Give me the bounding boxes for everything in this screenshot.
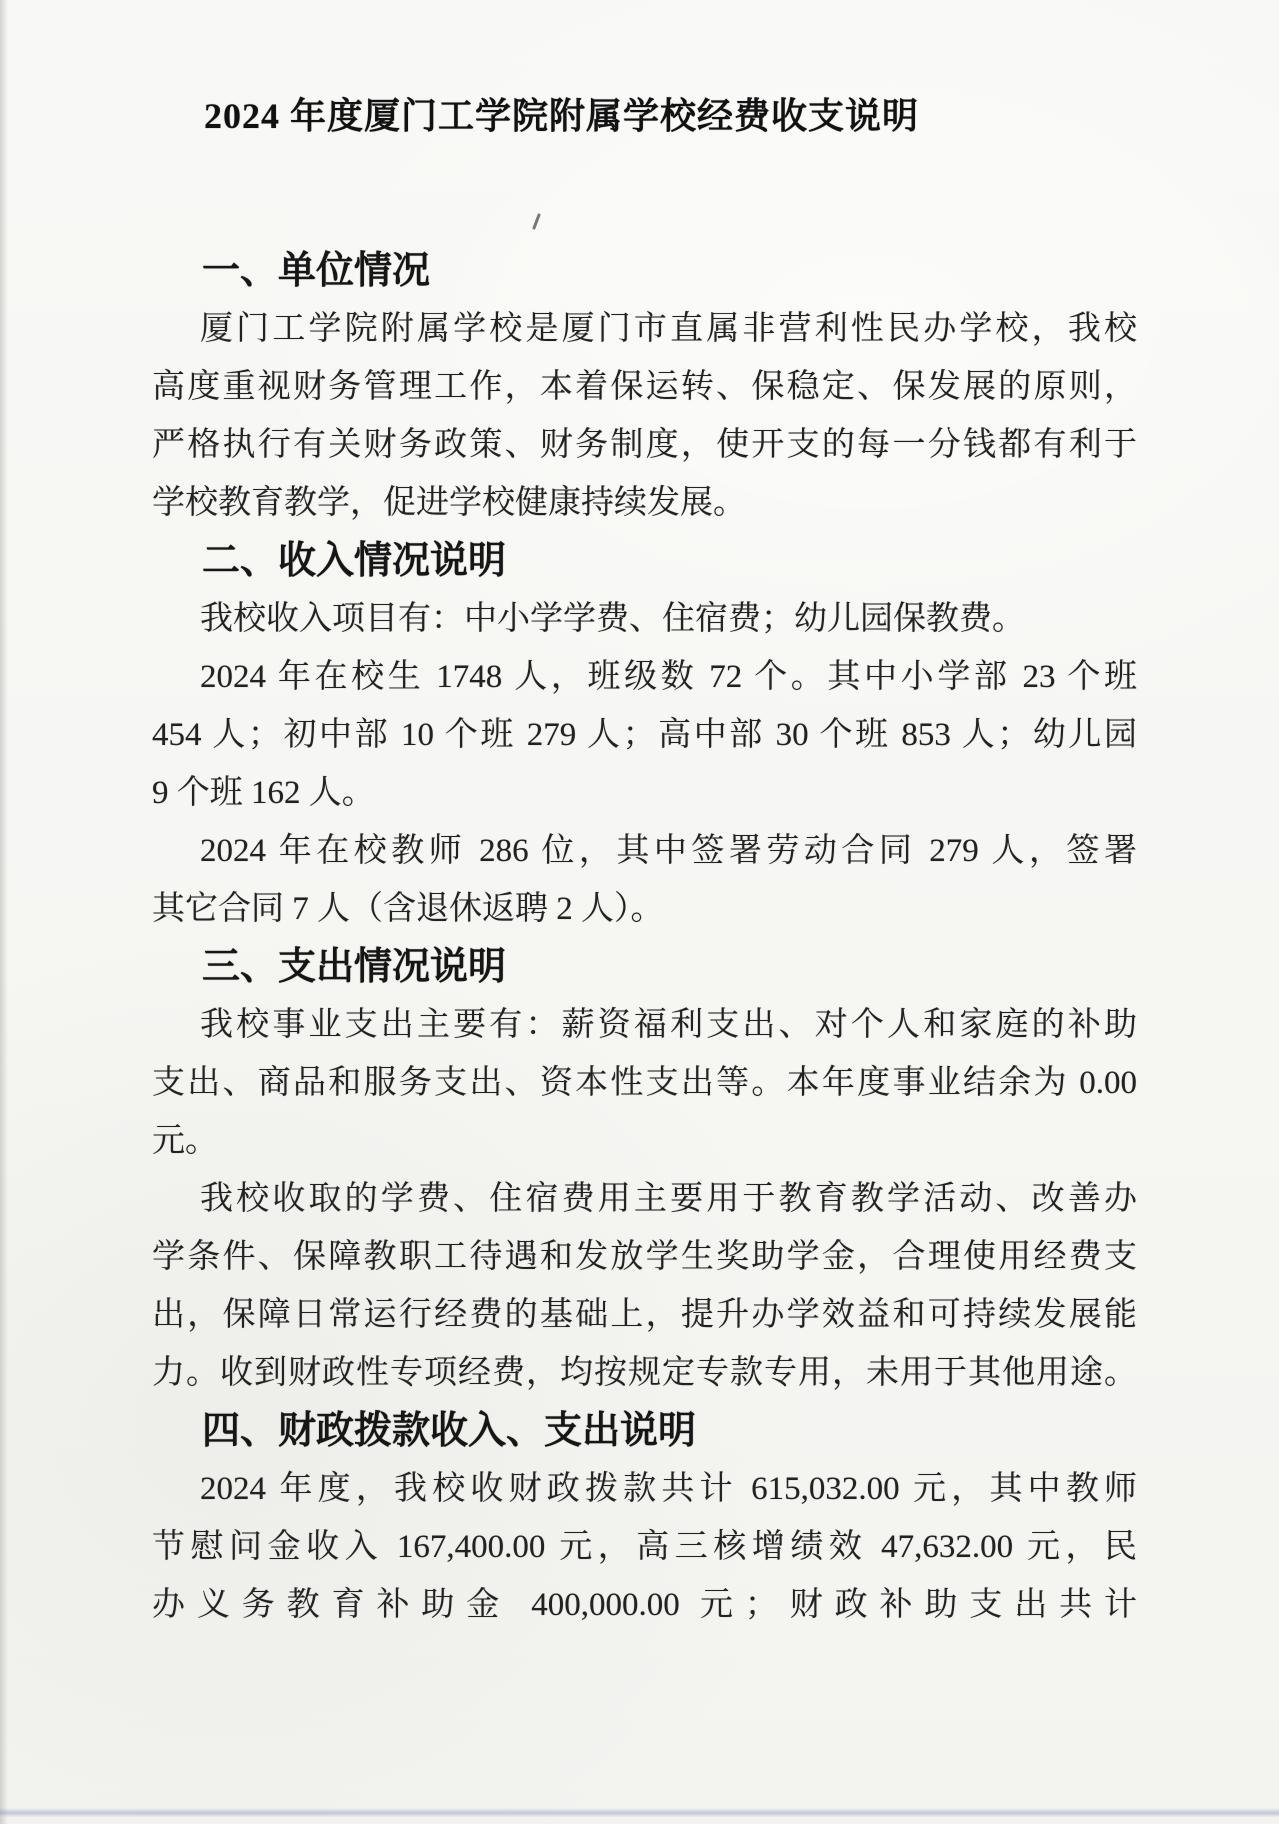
text-line: 支出、商品和服务支出、资本性支出等。本年度事业结余为 0.00	[152, 1065, 1137, 1101]
text-line: 其它合同 7 人（含退休返聘 2 人）。	[152, 891, 664, 927]
text-line: 我校收取的学费、住宿费用主要用于教育教学活动、改善办	[200, 1181, 1137, 1217]
text-line: 节慰问金收入 167,400.00 元，高三核增绩效 47,632.00 元，民	[152, 1529, 1137, 1565]
section-heading: 一、单位情况	[202, 250, 431, 292]
text-line: 9 个班 162 人。	[152, 775, 375, 811]
section-heading: 二、收入情况说明	[202, 540, 507, 582]
text-line: 严格执行有关财务政策、财务制度，使开支的每一分钱都有利于	[152, 427, 1137, 463]
text-line: 力。收到财政性专项经费，均按规定专款专用，未用于其他用途。	[152, 1355, 1137, 1391]
section-heading: 三、支出情况说明	[202, 946, 507, 988]
text-line: 厦门工学院附属学校是厦门市直属非营利性民办学校，我校	[200, 311, 1137, 347]
text-line: 高度重视财务管理工作，本着保运转、保稳定、保发展的原则，	[152, 369, 1137, 405]
document-content	[152, 92, 1137, 1634]
text-line: 出，保障日常运行经费的基础上，提升办学效益和可持续发展能	[152, 1297, 1137, 1333]
text-line: 2024 年在校生 1748 人，班级数 72 个。其中小学部 23 个班	[200, 659, 1137, 695]
text-line: 454 人；初中部 10 个班 279 人；高中部 30 个班 853 人；幼儿园	[152, 717, 1138, 753]
text-line: 学校教育教学，促进学校健康持续发展。	[152, 485, 746, 521]
page-title: 2024 年度厦门工学院附属学校经费收支说明	[204, 96, 920, 136]
text-line: 学条件、保障教职工待遇和发放学生奖助学金，合理使用经费支	[152, 1239, 1137, 1275]
text-line: 2024 年度，我校收财政拨款共计 615,032.00 元，其中教师	[200, 1471, 1137, 1507]
scan-left-edge-shadow	[0, 0, 8, 1824]
document-body	[152, 242, 1137, 1634]
text-line: 元。	[152, 1123, 218, 1159]
scan-bottom-edge-line	[0, 1808, 1279, 1817]
text-line: 我校收入项目有：中小学学费、住宿费；幼儿园保教费。	[200, 601, 1025, 637]
text-line: 2024 年在校教师 286 位，其中签署劳动合同 279 人，签署	[200, 833, 1137, 869]
text-line: 办义务教育补助金 400,000.00 元；财政补助支出共计	[152, 1587, 1137, 1623]
text-line: 我校事业支出主要有：薪资福利支出、对个人和家庭的补助	[200, 1007, 1137, 1043]
section-heading: 四、财政拨款收入、支出说明	[202, 1410, 697, 1452]
